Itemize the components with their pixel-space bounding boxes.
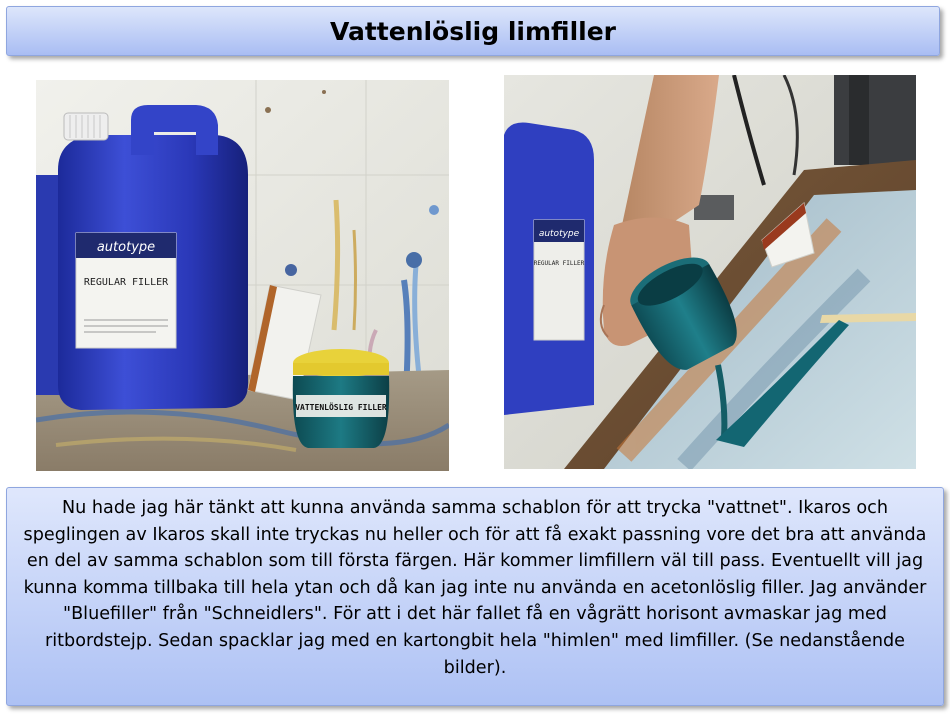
photo-pouring-filler [504, 75, 916, 469]
description-text: Nu hade jag här tänkt att kunna använda samma schablon för att trycka "vattnet". Ikaros och speglingen av Ikaros skall inte tryckas nu heller och för att få exakt passning vore det bra att använda en del av samma schablon som till första färgen. Här kommer limfillern väl till pass. Eventuellt vill jag kunna komma tillbaka till hela ytan och då kan jag inte nu använda en acetonlöslig filler. Jag använder "Bluefiller" från "Schneidlers". För att i det här fallet få en vågrätt horisont avmaskar jag med ritbordstejp. Sedan spacklar jag med en kartongbit hela "himlen" med limfiller. (Se nedanstående bilder). [23, 498, 927, 678]
right-canister-brand: autotype [538, 229, 580, 239]
title-banner [6, 6, 940, 56]
description-box [6, 487, 944, 706]
left-canister-label: REGULAR FILLER [83, 277, 169, 288]
photo-canister-and-jar [36, 80, 449, 471]
left-canister-brand: autotype [96, 240, 156, 255]
left-jar-label: VATTENLÖSLIG FILLER [295, 403, 387, 412]
right-canister-label: REGULAR FILLER [533, 260, 585, 267]
slide-title: Vattenlöslig limfiller [329, 16, 616, 46]
